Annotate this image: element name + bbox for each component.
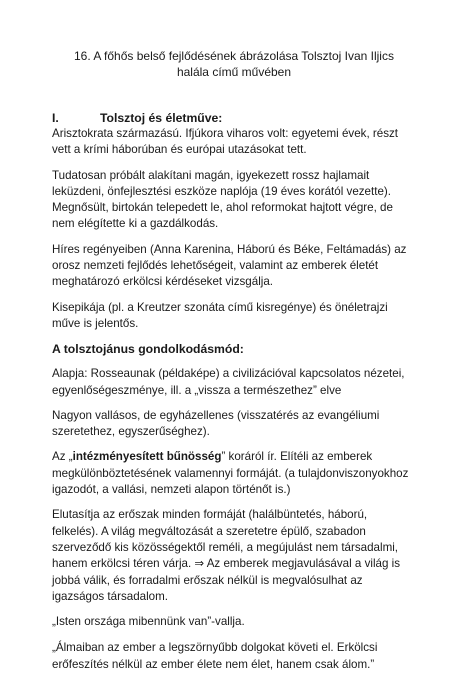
paragraph-self-development: Tudatosan próbált alakítani magán, igyekezett rossz hajlamait leküzdeni, önfejlesztési eszköze naplója (19 éves korától vezette). Megnősült, birtokán telepedett le, ahol reformokat hajtott végre, de nem elégítette ki a gazdálkodás. [52,168,393,231]
section-title: Tolsztoj és életműve: [100,111,223,125]
paragraph-violence: Elutasítja az erőszak minden formáját (halálbüntetés, háború, felkelés). A világ megváltozását a szeretetre épülő, szabadon szerveződő kis közösségektől reméli, a megújulást nem társadalmi, hanem erkölcsi téren várja. ⇒ Az emberek megjavulásával a világ is jobbá válik, és forradalmi erőszak nélkül is megvalósulhat az igazságos társadalom. [52,508,401,603]
section-number: I. [52,111,59,125]
paragraph-text: ” koráról ír. Elítéli az emberek megkülönböztetésének valamennyi formáját. (a tulajdonviszonyokhoz igazodót, a vallási, nemzeti alapon történőt is.) [52,450,409,497]
paragraph-short-prose: Kisepikája (pl. a Kreutzer szonáta című kisregénye) és önéletrajzi műve is jelentős. [52,300,388,330]
paragraph-novels: Híres regényeiben (Anna Karenina, Háború és Béke, Feltámadás) az orosz nemzeti fejlődés lehetőségeit, valamint az emberek életét meghatározó erkölcsi kérdéseket vizsgálja. [52,242,407,289]
paragraph-institutional-sin [52,449,416,498]
paragraph-kingdom-quote: „Isten országa mibennünk van”-vallja. [52,615,245,629]
paragraph-religion: Nagyon vallásos, de egyházellenes (visszatérés az evangéliumi szeretethez, egyszerűséghez). [52,408,380,439]
section-heading [52,110,416,126]
quote-open: Az „ [52,450,73,464]
document-title: 16. A főhős belső fejlődésének ábrázolása Tolsztoj Ivan Iljics halála című művében [74,49,394,79]
paragraph-basis: Alapja: Rosseaunak (példaképe) a civilizációval kapcsolatos nézetei, egyenlőségeszménye, ill. a „vissza a természethez” elve [52,367,405,397]
bold-term: intézményesített bűnösség [72,450,222,464]
subheading-tolstoyan-thought: A tolsztojánus gondolkodásmód: [52,342,244,357]
paragraph-origin: Arisztokrata származású. Ifjúkora viharos volt: egyetemi évek, részt vett a krími háborúban és európai utazásokat tett. [52,127,399,157]
paragraph-dream-quote: „Álmaiban az ember a legszörnyűbb dolgokat követi el. Erkölcsi erőfeszítés nélkül az ember élete nem élet, hanem csak álom.” [52,641,378,671]
